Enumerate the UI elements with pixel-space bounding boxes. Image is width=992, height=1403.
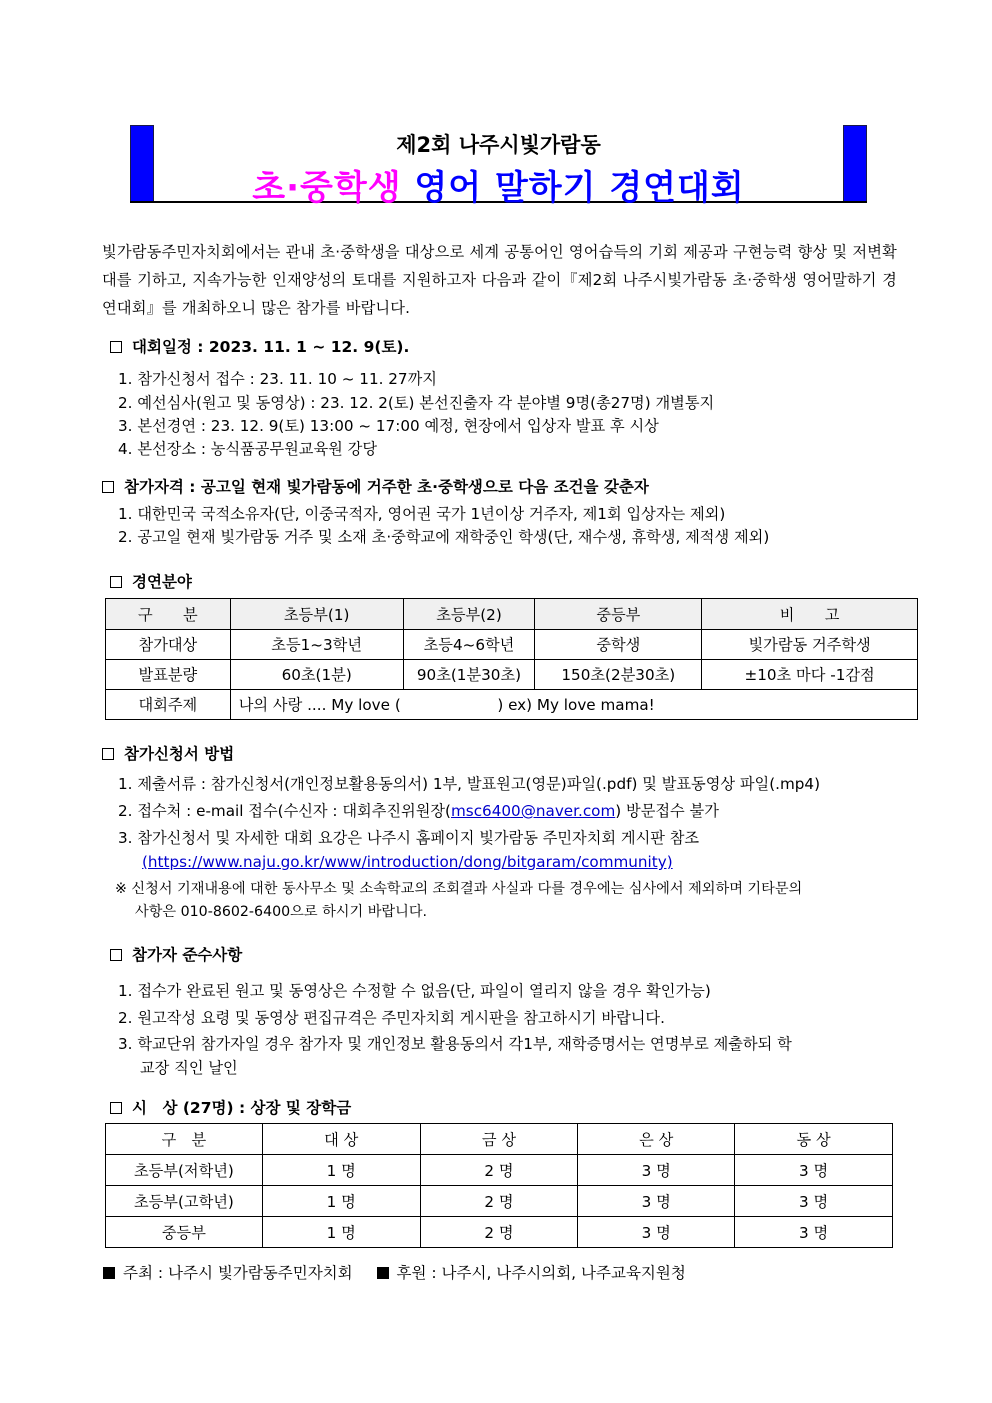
table-header-cell: 금 상 xyxy=(420,1124,578,1155)
categories-heading-text: 경연분야 xyxy=(132,573,192,591)
table-header-cell: 초등부(1) xyxy=(230,599,403,630)
table-header-cell: 비 고 xyxy=(702,599,918,630)
checkbox-square-icon xyxy=(102,748,114,760)
banner-title xyxy=(130,160,867,209)
table-cell: 3 명 xyxy=(578,1186,735,1217)
table-cell: 참가대상 xyxy=(106,630,231,660)
table-header-cell: 대 상 xyxy=(262,1124,420,1155)
table-cell: 3 명 xyxy=(578,1155,735,1186)
email-link[interactable]: msc6400@naver.com xyxy=(450,802,616,820)
table-header-cell: 중등부 xyxy=(535,599,702,630)
table-cell: 60초(1분) xyxy=(230,660,403,690)
table-cell: 90초(1분30초) xyxy=(403,660,535,690)
application-item xyxy=(118,800,719,821)
topic-cell: 나의 사랑 .... My love ( ) ex) My love mama! xyxy=(230,690,917,720)
eligibility-item: 1. 대한민국 국적소유자(단, 이중국적자, 영어권 국가 1년이상 거주자, 제1회 입상자는 제외) xyxy=(118,505,726,523)
section-schedule-heading xyxy=(110,335,409,357)
table-cell: 1 명 xyxy=(262,1217,420,1248)
section-categories-heading xyxy=(110,570,192,592)
section-eligibility-heading xyxy=(102,475,649,497)
table-cell: ±10초 마다 -1감점 xyxy=(702,660,918,690)
categories-table xyxy=(105,598,918,720)
table-cell: 150초(2분30초) xyxy=(535,660,702,690)
rules-item: 3. 학교단위 참가자일 경우 참가자 및 개인정보 활용동의서 각1부, 재학증명서는 연명부로 제출하되 학 xyxy=(118,1035,792,1053)
checkbox-square-icon xyxy=(110,341,122,353)
rules-heading-text: 참가자 준수사항 xyxy=(132,946,243,964)
table-header-row xyxy=(106,1124,893,1155)
section-awards-heading xyxy=(110,1096,351,1118)
application-item: 1. 제출서류 : 참가신청서(개인정보활용동의서) 1부, 발표원고(영문)파일(.pdf) 및 발표동영상 파일(.mp4) xyxy=(118,775,820,793)
table-cell: 1 명 xyxy=(262,1155,420,1186)
checkbox-square-icon xyxy=(110,576,122,588)
banner-title-part2: 영어 말하기 경연대회 xyxy=(414,168,745,208)
schedule-heading-text: 대회일정 : 2023. 11. 1 ~ 12. 9(토). xyxy=(132,338,410,356)
table-cell: 초등1~3학년 xyxy=(230,630,403,660)
table-cell: 3 명 xyxy=(735,1217,893,1248)
schedule-item: 2. 예선심사(원고 및 동영상) : 23. 12. 2(토) 본선진출자 각 분야별 9명(총27명) 개별통지 xyxy=(118,394,715,412)
footer-host: 주최 : 나주시 빛가람동주민자치회 xyxy=(123,1264,353,1282)
schedule-item: 4. 본선장소 : 농식품공무원교육원 강당 xyxy=(118,440,377,458)
table-row xyxy=(106,690,918,720)
note-line: ※ 신청서 기재내용에 대한 동사무소 및 소속학교의 조회결과 사실과 다를 경우에는 심사에서 제외하며 기타문의 xyxy=(115,881,803,897)
table-header-cell: 초등부(2) xyxy=(403,599,535,630)
table-cell: 빛가람동 거주학생 xyxy=(702,630,918,660)
table-header-cell: 동 상 xyxy=(735,1124,893,1155)
table-row xyxy=(106,1186,893,1217)
intro-paragraph: 빛가람동주민자치회에서는 관내 초·중학생을 대상으로 세계 공통어인 영어습득의 기회 제공과 구현능력 향상 및 저변확대를 기하고, 지속가능한 인재양성의 토대를 지원하고자 다음과 같이『제2회 나주시빛가람동 초·중학생 영어말하기 경연대회』를 개최하오니 많은 참가를 바랍니다. xyxy=(102,243,897,317)
application-url xyxy=(142,853,673,871)
footer-sponsor: 후원 : 나주시, 나주시의회, 나주교육지원청 xyxy=(396,1264,686,1282)
checkbox-square-icon xyxy=(110,949,122,961)
table-header-cell: 구 분 xyxy=(106,599,231,630)
table-cell: 중등부 xyxy=(106,1217,263,1248)
homepage-link[interactable]: (https://www.naju.go.kr/www/introduction/dong/bitgaram/community) xyxy=(142,853,673,871)
black-square-icon xyxy=(377,1267,389,1279)
table-cell: 대회주제 xyxy=(106,690,231,720)
application-item-text: ) 방문접수 불가 xyxy=(615,802,719,820)
application-heading-text: 참가신청서 방법 xyxy=(124,745,235,763)
table-header-cell: 은 상 xyxy=(578,1124,735,1155)
section-application-heading xyxy=(102,742,234,764)
table-header-row xyxy=(106,599,918,630)
table-cell: 3 명 xyxy=(735,1155,893,1186)
rules-item: 1. 접수가 완료된 원고 및 동영상은 수정할 수 없음(단, 파일이 열리지 않을 경우 확인가능) xyxy=(118,982,711,1000)
eligibility-item: 2. 공고일 현재 빛가람동 거주 및 소재 초·중학교에 재학중인 학생(단, 재수생, 휴학생, 제적생 제외) xyxy=(118,528,770,546)
table-cell: 초등4~6학년 xyxy=(403,630,535,660)
table-row xyxy=(106,630,918,660)
application-note xyxy=(115,878,900,924)
eligibility-heading-text: 참가자격 : 공고일 현재 빛가람동에 거주한 초·중학생으로 다음 조건을 갖춘자 xyxy=(124,478,649,496)
checkbox-square-icon xyxy=(102,481,114,493)
black-square-icon xyxy=(103,1267,115,1279)
checkbox-square-icon xyxy=(110,1102,122,1114)
table-cell: 초등부(고학년) xyxy=(106,1186,263,1217)
table-header-cell: 구 분 xyxy=(106,1124,263,1155)
application-item: 3. 참가신청서 및 자세한 대회 요강은 나주시 홈페이지 빛가람동 주민자치회 게시판 참조 xyxy=(118,829,700,847)
table-row xyxy=(106,660,918,690)
schedule-item: 1. 참가신청서 접수 : 23. 11. 10 ~ 11. 27까지 xyxy=(118,370,437,388)
banner-title-part1: 초·중학생 xyxy=(252,168,402,208)
rules-item: 2. 원고작성 요령 및 동영상 편집규격은 주민자치회 게시판을 참고하시기 바랍니다. xyxy=(118,1009,665,1027)
table-row xyxy=(106,1155,893,1186)
section-rules-heading xyxy=(110,943,242,965)
title-banner xyxy=(130,125,867,208)
awards-heading-text: 시 상 (27명) : 상장 및 장학금 xyxy=(132,1099,352,1117)
table-cell: 초등부(저학년) xyxy=(106,1155,263,1186)
table-cell: 2 명 xyxy=(420,1186,578,1217)
banner-subtitle: 제2회 나주시빛가람동 xyxy=(396,133,601,157)
table-row xyxy=(106,1217,893,1248)
table-cell: 1 명 xyxy=(262,1186,420,1217)
awards-table xyxy=(105,1123,893,1248)
schedule-item: 3. 본선경연 : 23. 12. 9(토) 13:00 ~ 17:00 예정, 현장에서 입상자 발표 후 시상 xyxy=(118,417,659,435)
table-cell: 3 명 xyxy=(578,1217,735,1248)
rules-item-continued: 교장 직인 날인 xyxy=(140,1059,238,1077)
table-cell: 중학생 xyxy=(535,630,702,660)
footer xyxy=(103,1261,686,1283)
table-cell: 2 명 xyxy=(420,1155,578,1186)
application-item-text: 2. 접수처 : e-mail 접수(수신자 : 대회추진위원장( xyxy=(118,802,451,820)
table-cell: 2 명 xyxy=(420,1217,578,1248)
table-cell: 3 명 xyxy=(735,1186,893,1217)
table-cell: 발표분량 xyxy=(106,660,231,690)
note-line: 사항은 010-8602-6400으로 하시기 바랍니다. xyxy=(135,904,428,920)
